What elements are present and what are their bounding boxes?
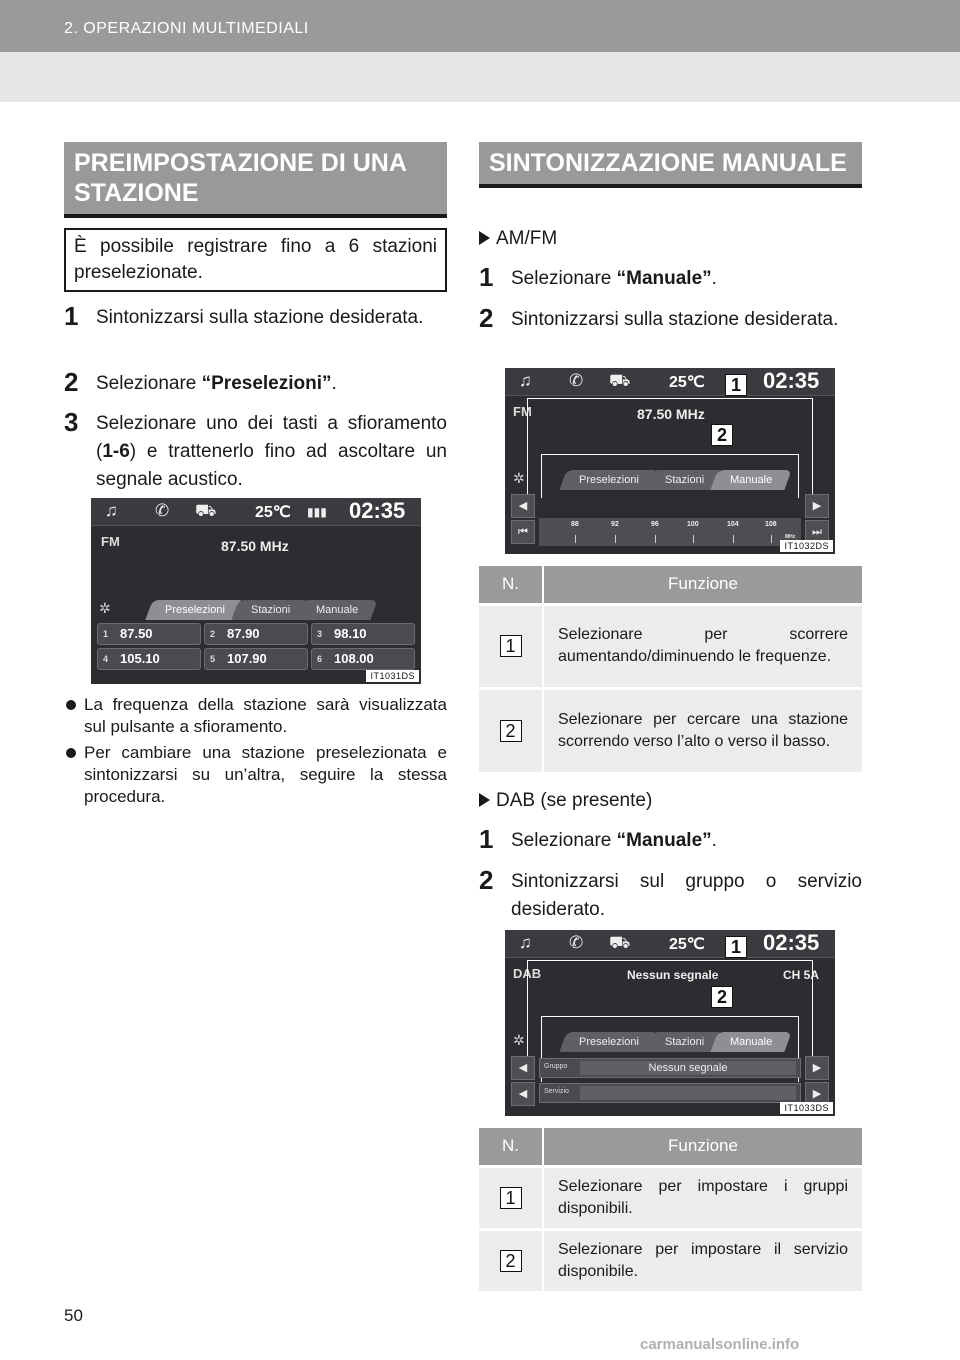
scale-tick bbox=[575, 535, 576, 543]
figure-code: IT1032DS bbox=[780, 540, 833, 552]
scale-label: 92 bbox=[611, 521, 619, 528]
frequency-scale[interactable] bbox=[539, 518, 801, 546]
car-icon: ⛟ bbox=[609, 933, 631, 952]
preset-button-2[interactable]: 2 87.90 bbox=[204, 623, 308, 645]
dab-label: DAB (se presente) bbox=[479, 789, 652, 813]
table-row bbox=[479, 1166, 862, 1229]
callout-2: 2 bbox=[711, 986, 733, 1008]
tab-manuale[interactable]: Manuale bbox=[710, 1032, 791, 1052]
amfm-step-2: 2 Sintonizzarsi sulla stazione desiderata. bbox=[479, 303, 839, 333]
seek-down-button[interactable]: ⏮ bbox=[511, 520, 535, 544]
group-value: Nessun segnale bbox=[580, 1061, 796, 1075]
table-row bbox=[479, 604, 862, 688]
preset-button-5[interactable]: 5 107.90 bbox=[204, 648, 308, 670]
phone-icon: ✆ bbox=[155, 501, 170, 520]
temperature: 25℃ bbox=[669, 936, 705, 953]
intro-box: È possibile registrare fino a 6 stazioni preselezionate. bbox=[64, 228, 447, 292]
preset-button-3[interactable]: 3 98.10 bbox=[311, 623, 415, 645]
amfm-step-1: 1 Selezionare “Manuale”. bbox=[479, 262, 717, 292]
row-function: Selezionare per cercare una stazione scorrendo verso l’alto o verso il basso. bbox=[543, 688, 862, 772]
left-section-heading: PREIMPOSTAZIONE DI UNA STAZIONE bbox=[64, 142, 447, 218]
tab-stazioni[interactable]: Stazioni bbox=[645, 1032, 723, 1052]
music-note-icon: ♫ bbox=[105, 501, 118, 520]
callout-1: 1 bbox=[725, 936, 747, 958]
screen-status-bar bbox=[505, 368, 835, 396]
scale-unit: MHz bbox=[785, 534, 796, 540]
triangle-icon bbox=[479, 231, 490, 245]
callout-2: 2 bbox=[711, 424, 733, 446]
figure-code: IT1031DS bbox=[366, 670, 419, 682]
phone-icon: ✆ bbox=[569, 371, 584, 390]
scale-tick bbox=[693, 535, 694, 543]
phone-icon: ✆ bbox=[569, 933, 584, 952]
tab-stazioni[interactable]: Stazioni bbox=[645, 470, 723, 490]
screen-tabs bbox=[149, 600, 368, 620]
tune-up-button[interactable]: ▶ bbox=[805, 494, 829, 518]
group-down-button[interactable]: ◀ bbox=[511, 1056, 535, 1080]
scale-tick bbox=[615, 535, 616, 543]
row-number: 1 bbox=[500, 635, 522, 657]
tab-manuale[interactable]: Manuale bbox=[710, 470, 791, 490]
header-bar bbox=[0, 0, 960, 52]
channel-label: CH 5A bbox=[783, 968, 820, 982]
car-icon: ⛟ bbox=[609, 371, 631, 390]
row-function: Selezionare per impostare il servizio disponibile. bbox=[543, 1229, 862, 1291]
signal-status: Nessun segnale bbox=[627, 968, 719, 982]
scale-label: 88 bbox=[571, 521, 579, 528]
settings-gear-icon[interactable]: ✲ bbox=[513, 1032, 525, 1048]
bullet-item: La frequenza della stazione sarà visualizzata sul pulsante a sfioramento. bbox=[64, 694, 447, 738]
scale-tick bbox=[733, 535, 734, 543]
service-down-button[interactable]: ◀ bbox=[511, 1082, 535, 1106]
signal-icon: ▮▮▮ bbox=[307, 505, 327, 519]
figure-code: IT1033DS bbox=[780, 1102, 833, 1114]
tab-stazioni[interactable]: Stazioni bbox=[231, 600, 309, 620]
frequency-display: 87.50 MHz bbox=[637, 406, 705, 422]
settings-gear-icon[interactable]: ✲ bbox=[99, 600, 111, 616]
car-icon: ⛟ bbox=[195, 501, 217, 520]
screen-status-bar bbox=[91, 498, 421, 526]
service-selector[interactable] bbox=[539, 1083, 801, 1103]
table-header-n: N. bbox=[479, 566, 543, 604]
service-value bbox=[580, 1086, 796, 1100]
callout-1: 1 bbox=[725, 374, 747, 396]
screen-tabs bbox=[563, 470, 782, 490]
group-label: Gruppo bbox=[544, 1063, 568, 1070]
right-section-heading: SINTONIZZAZIONE MANUALE bbox=[479, 142, 862, 188]
screen-status-bar bbox=[505, 930, 835, 958]
clock: 02:35 bbox=[763, 368, 820, 393]
page-number: 50 bbox=[64, 1306, 83, 1325]
left-step-3: 3 Selezionare uno dei tasti a sfioramento (1-6) e trattenerlo fino ad ascoltare un segnale acustico. bbox=[64, 407, 447, 490]
service-up-button[interactable]: ▶ bbox=[805, 1082, 829, 1106]
row-number: 1 bbox=[500, 1187, 522, 1209]
band-label: FM bbox=[101, 534, 120, 549]
group-up-button[interactable]: ▶ bbox=[805, 1056, 829, 1080]
screen-tabs bbox=[563, 1032, 782, 1052]
left-step-1: 1 Sintonizzarsi sulla stazione desiderata. bbox=[64, 301, 424, 331]
row-number: 2 bbox=[500, 1250, 522, 1272]
clock: 02:35 bbox=[349, 498, 406, 523]
music-note-icon: ♫ bbox=[519, 371, 532, 390]
frequency-display: 87.50 MHz bbox=[221, 538, 289, 554]
bullet-item: Per cambiare una stazione preselezionata e sintonizzarsi su un’altra, seguire la stessa procedura. bbox=[64, 742, 447, 808]
dab-function-table bbox=[479, 1128, 862, 1291]
row-function: Selezionare per impostare i gruppi disponibili. bbox=[543, 1166, 862, 1229]
scale-label: 108 bbox=[765, 521, 777, 528]
settings-gear-icon[interactable]: ✲ bbox=[513, 470, 525, 486]
row-function: Selezionare per scorrere aumentando/diminuendo le frequenze. bbox=[543, 604, 862, 688]
dab-manual-screen bbox=[505, 930, 835, 1116]
temperature: 25℃ bbox=[255, 504, 291, 521]
dab-step-2: 2 Sintonizzarsi sul gruppo o servizio desiderato. bbox=[479, 865, 862, 920]
amfm-label: AM/FM bbox=[479, 227, 557, 251]
table-header-n: N. bbox=[479, 1128, 543, 1166]
table-row bbox=[479, 1229, 862, 1291]
tab-preselezioni[interactable]: Preselezioni bbox=[145, 600, 244, 620]
music-note-icon: ♫ bbox=[519, 933, 532, 952]
table-header-funzione: Funzione bbox=[543, 1128, 862, 1166]
service-label: Servizio bbox=[544, 1088, 569, 1095]
left-bullets bbox=[64, 694, 447, 812]
row-number: 2 bbox=[500, 720, 522, 742]
preset-screen bbox=[91, 498, 421, 684]
amfm-manual-screen bbox=[505, 368, 835, 554]
group-selector[interactable] bbox=[539, 1058, 801, 1078]
scale-label: 100 bbox=[687, 521, 699, 528]
preset-button-6[interactable]: 6 108.00 bbox=[311, 648, 415, 670]
temperature: 25℃ bbox=[669, 374, 705, 391]
tune-down-button[interactable]: ◀ bbox=[511, 494, 535, 518]
scale-tick bbox=[771, 535, 772, 543]
scale-label: 96 bbox=[651, 521, 659, 528]
tab-manuale[interactable]: Manuale bbox=[296, 600, 377, 620]
table-header-funzione: Funzione bbox=[543, 566, 862, 604]
tab-preselezioni[interactable]: Preselezioni bbox=[559, 1032, 658, 1052]
preset-button-1[interactable]: 1 87.50 bbox=[97, 623, 201, 645]
amfm-function-table bbox=[479, 566, 862, 772]
scale-tick bbox=[655, 535, 656, 543]
dab-step-1: 1 Selezionare “Manuale”. bbox=[479, 824, 717, 854]
band-label: FM bbox=[513, 404, 532, 419]
table-row bbox=[479, 688, 862, 772]
chapter-title: 2. OPERAZIONI MULTIMEDIALI bbox=[64, 20, 309, 37]
preset-button-4[interactable]: 4 105.10 bbox=[97, 648, 201, 670]
clock: 02:35 bbox=[763, 930, 820, 955]
scale-label: 104 bbox=[727, 521, 739, 528]
seek-up-button[interactable]: ⏭ bbox=[805, 520, 829, 544]
watermark: carmanualsonline.info bbox=[640, 1336, 800, 1353]
band-label: DAB bbox=[513, 966, 542, 981]
header-subbar bbox=[0, 52, 960, 102]
left-step-2: 2 Selezionare “Preselezioni”. bbox=[64, 367, 337, 397]
triangle-icon bbox=[479, 793, 490, 807]
tab-preselezioni[interactable]: Preselezioni bbox=[559, 470, 658, 490]
